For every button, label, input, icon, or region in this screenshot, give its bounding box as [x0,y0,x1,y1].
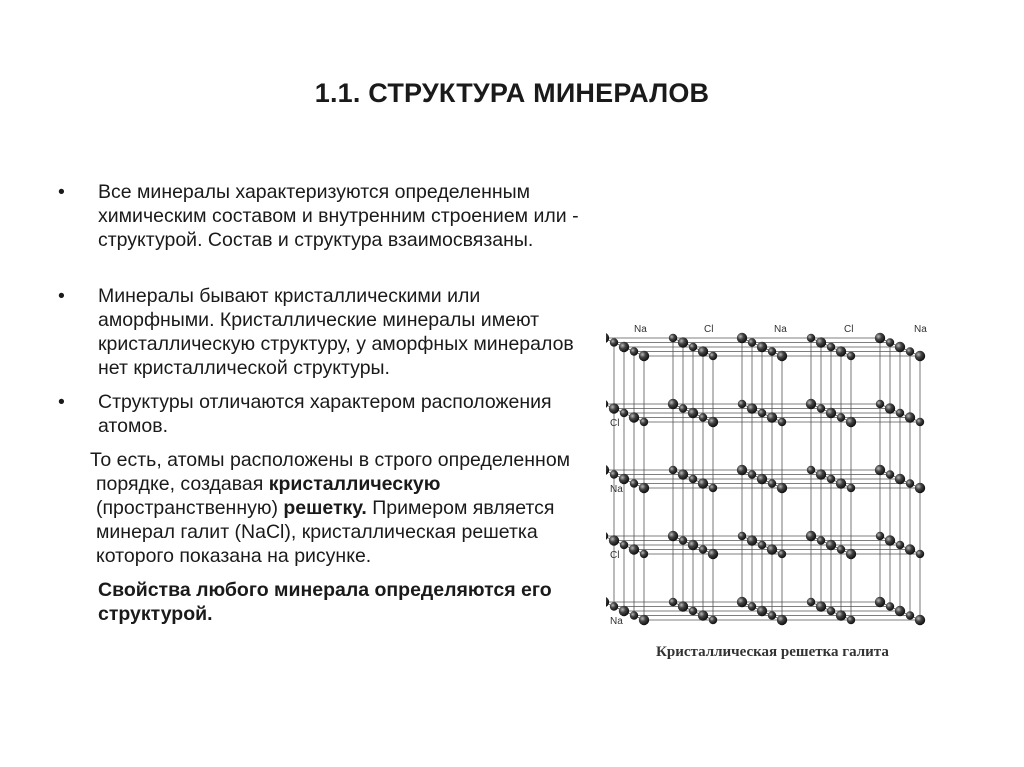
lattice-atom [906,479,914,487]
lattice-atom [630,611,638,619]
lattice-atom [737,333,747,343]
lattice-atom [620,409,628,417]
lattice-atom [610,338,618,346]
lattice-atom [668,531,678,541]
lattice-atom [915,483,925,493]
continuation-text: (пространственную) [96,497,284,519]
lattice-atom [846,549,856,559]
lattice-atom [875,597,885,607]
lattice-atom [806,399,816,409]
lattice-atom [610,470,618,478]
lattice-atom [708,549,718,559]
lattice-atom [689,343,697,351]
lattice-atom [698,610,708,620]
lattice-atom [896,409,904,417]
lattice-atom [606,532,608,540]
lattice-atom [827,607,835,615]
lattice-atom [609,535,619,545]
lattice-atom [778,550,786,558]
lattice-atom [886,338,894,346]
bullet-text: Минералы бывают кристаллическими или аморфными. Кристаллические минералы имеют кристаллическую структуру, у аморфных минералов нет кристаллической структуры. [98,285,574,379]
lattice-atom [876,532,884,540]
side-ion-label: Na [610,484,623,495]
top-ion-label: Cl [844,324,854,335]
lattice-atom [639,615,649,625]
lattice-atom [827,475,835,483]
lattice-atom [606,333,609,343]
figure-caption: Кристаллическая решетка галита [656,644,889,660]
lattice-atom [816,601,826,611]
lattice-atom [639,483,649,493]
lattice-atom [847,352,855,360]
slide-body [58,180,598,626]
bullet-dot: • [58,181,65,203]
lattice-atom [807,334,815,342]
lattice-atom [748,602,756,610]
lattice-atom [709,616,717,624]
lattice-atom [639,351,649,361]
lattice-atom [668,399,678,409]
lattice-atom [846,417,856,427]
top-ion-label: Na [634,324,647,335]
lattice-atom [816,469,826,479]
lattice-atom [876,400,884,408]
lattice-atom [709,484,717,492]
lattice-atom [837,545,845,553]
lattice-atom [757,342,767,352]
lattice-atom [678,469,688,479]
lattice-atom [606,400,608,408]
lattice-atom [768,611,776,619]
bullet-text: Все минералы характеризуются определенным химическим составом и внутренним строением или - структурой. Состав и структура взаимосвязаны. [98,181,579,251]
lattice-atom [689,607,697,615]
conclusion-text: Свойства любого минерала определяются его структурой. [98,579,552,625]
lattice-atom [758,541,766,549]
lattice-atom [630,479,638,487]
lattice-atom [885,535,895,545]
lattice-atom [679,536,687,544]
lattice-atom [619,474,629,484]
lattice-atom [619,606,629,616]
lattice-atom [806,531,816,541]
lattice-atom [630,347,638,355]
lattice-atom [836,346,846,356]
lattice-atom [847,616,855,624]
lattice-atom [847,484,855,492]
lattice-atom [688,540,698,550]
lattice-atom [875,465,885,475]
lattice-atom [738,400,746,408]
lattice-atom [747,535,757,545]
bullet-item [58,390,598,438]
lattice-atom [875,333,885,343]
lattice-atom [886,470,894,478]
top-ion-label: Cl [704,324,714,335]
lattice-atom [640,418,648,426]
lattice-atom [906,611,914,619]
lattice-atom [606,465,609,475]
lattice-atom [698,478,708,488]
lattice-atom [678,337,688,347]
lattice-atom [669,334,677,342]
lattice-atom [689,475,697,483]
halite-lattice-diagram [606,318,940,648]
lattice-atom [619,342,629,352]
lattice-atom [916,418,924,426]
lattice-atom [620,541,628,549]
bullet-text: Структуры отличаются характером расположения атомов. [98,391,552,437]
lattice-atom [678,601,688,611]
lattice-atom [767,544,777,554]
bullet-dot: • [58,285,65,307]
lattice-atom [669,466,677,474]
lattice-atom [738,532,746,540]
emphasis-lattice: решетку. [283,497,367,519]
lattice-atom [747,403,757,413]
lattice-atom [916,550,924,558]
bullet-item [58,180,598,252]
lattice-atom [905,544,915,554]
lattice-atom [709,352,717,360]
continuation-text: То есть, атомы расположены в строго определенном порядке, создавая [90,449,571,495]
lattice-atom [757,606,767,616]
bullet-dot: • [58,391,65,413]
lattice-atom [895,606,905,616]
lattice-atom [737,597,747,607]
lattice-atom [807,598,815,606]
side-ion-label: Cl [610,550,620,561]
lattice-atom [915,351,925,361]
lattice-atom [640,550,648,558]
lattice-atom [767,412,777,422]
lattice-atom [768,479,776,487]
continuation-text: Примером является минерал галит (NaCl), кристаллическая решетка которого показана на рисунке. [96,497,555,567]
lattice-atom [748,470,756,478]
lattice-atom [885,403,895,413]
continuation-paragraph [58,448,598,568]
lattice-atom [886,602,894,610]
lattice-atom [777,483,787,493]
lattice-atom [895,474,905,484]
lattice-atom [609,403,619,413]
emphasis-crystalline: кристаллическую [268,473,441,495]
lattice-atom [826,540,836,550]
lattice-atom [777,615,787,625]
top-ion-label: Na [774,324,787,335]
lattice-atom [817,404,825,412]
lattice-atom [629,544,639,554]
lattice-atom [826,408,836,418]
lattice-atom [688,408,698,418]
lattice-atom [905,412,915,422]
lattice-atom [895,342,905,352]
lattice-atom [827,343,835,351]
lattice-atom [837,413,845,421]
top-ion-label: Na [914,324,927,335]
lattice-atom [737,465,747,475]
lattice-atom [757,474,767,484]
lattice-atom [768,347,776,355]
lattice-atom [610,602,618,610]
halite-lattice-figure [606,318,940,668]
lattice-atom [777,351,787,361]
lattice-atom [758,409,766,417]
lattice-atom [708,417,718,427]
side-ion-label: Cl [610,418,620,429]
lattice-atom [629,412,639,422]
lattice-atom [896,541,904,549]
lattice-atom [679,404,687,412]
lattice-atom [836,610,846,620]
slide-title: 1.1. СТРУКТУРА МИНЕРАЛОВ [314,78,710,108]
lattice-atom [699,545,707,553]
lattice-atom [606,597,609,607]
lattice-atom [778,418,786,426]
lattice-atom [698,346,708,356]
lattice-atom [748,338,756,346]
lattice-atom [915,615,925,625]
lattice-atom [669,598,677,606]
lattice-atom [816,337,826,347]
side-ion-label: Na [610,616,623,627]
lattice-atom [817,536,825,544]
lattice-atom [836,478,846,488]
bullet-item [58,284,598,380]
lattice-atom [807,466,815,474]
lattice-atom [906,347,914,355]
lattice-atom [699,413,707,421]
